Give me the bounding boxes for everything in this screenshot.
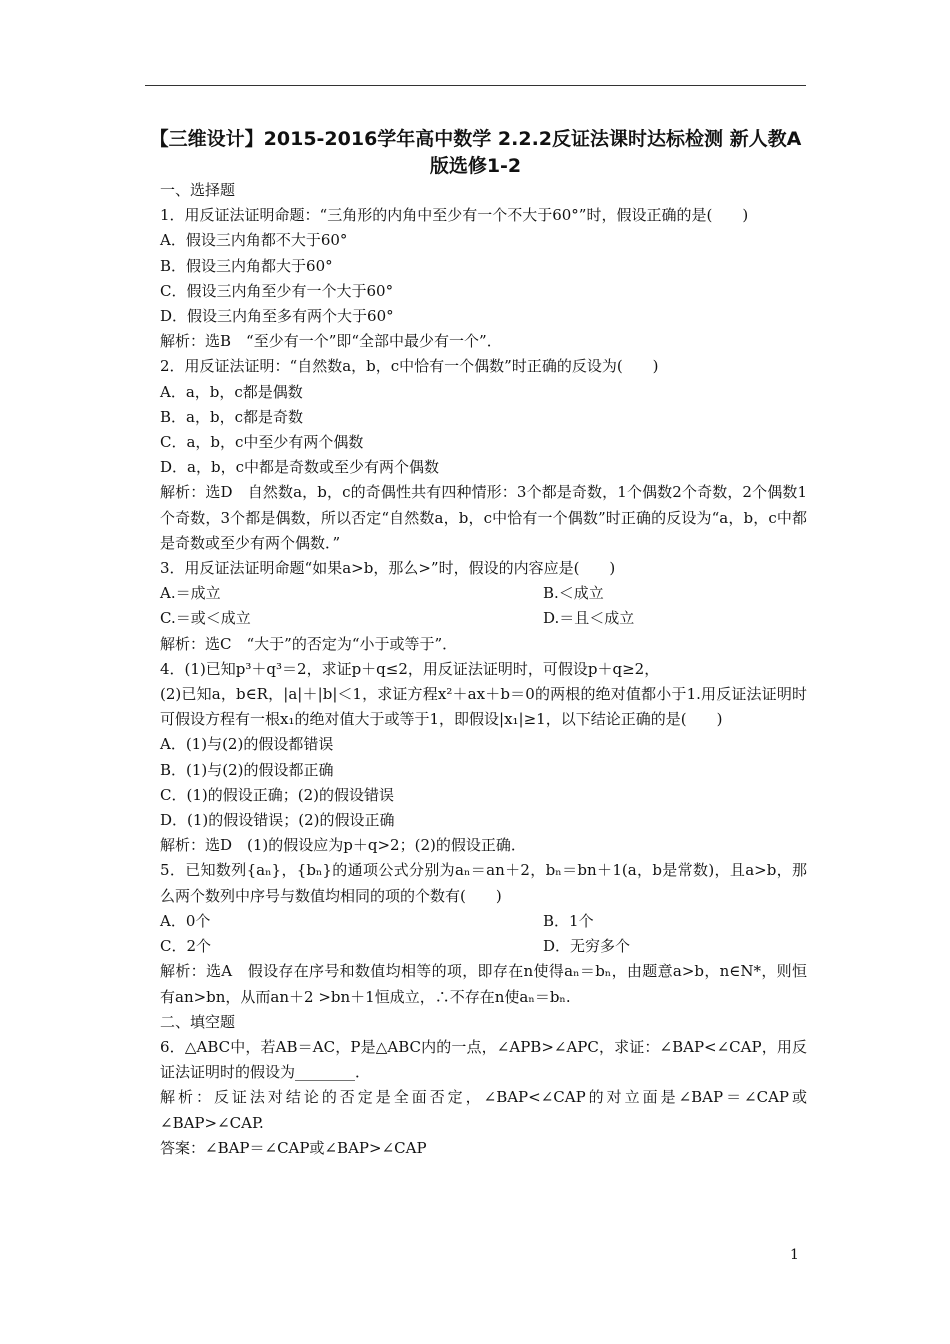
question-2-option-a: A．a，b，c都是偶数 (160, 382, 303, 401)
question-5-option-c: C．2个 (160, 937, 212, 956)
question-1-stem: 1．用反证法证明命题：“三角形的内角中至少有一个不大于60°”时，假设正确的是( ) (160, 206, 749, 225)
question-3-option-c: C.＝或＜成立 (160, 609, 251, 628)
question-3-stem: 3．用反证法证明命题“如果a>b，那么>”时，假设的内容应是( ) (160, 559, 616, 578)
document-body (145, 178, 807, 1161)
section-heading-fill: 二、填空题 (160, 1012, 236, 1031)
question-4-option-c: C．(1)的假设正确；(2)的假设错误 (160, 785, 394, 804)
question-3-solution: 解析：选C “大于”的否定为“小于或等于”． (160, 634, 458, 653)
question-4-option-a: A．(1)与(2)的假设都错误 (160, 735, 334, 754)
question-4-part-2: (2)已知a，b∈R，|a|＋|b|＜1，求证方程x²＋ax＋b＝0的两根的绝对值都小于1.用反证法证明时可假设方程有一根x₁的绝对值大于或等于1，即假设|x₁|≥1，以下结论正确的是( ) (160, 685, 807, 729)
question-3-options-row-1 (145, 581, 807, 606)
question-4-part-1: 4．(1)已知p³＋q³＝2，求证p＋q≤2，用反证法证明时，可假设p＋q≥2， (160, 659, 660, 678)
question-2-option-d: D．a，b，c中都是奇数或至少有两个偶数 (160, 458, 439, 477)
question-5-stem: 5．已知数列{aₙ}，{bₙ}的通项公式分别为aₙ＝an＋2，bₙ＝bn＋1(a，b是常数)，且a>b，那么两个数列中序号与数值均相同的项的个数有( ) (160, 861, 807, 905)
question-1-option-b: B．假设三内角都大于60° (160, 256, 333, 275)
question-3-option-a: A.＝成立 (160, 584, 221, 603)
question-2-solution: 解析：选D 自然数a，b，c的奇偶性共有四种情形：3个都是奇数，1个偶数2个奇数，2个偶数1个奇数，3个都是偶数，所以否定“自然数a，b，c中恰有一个偶数”时正确的反设为“a，b，c中都是奇数或至少有两个偶数．” (160, 483, 807, 552)
question-4-solution: 解析：选D (1)的假设应为p＋q>2；(2)的假设正确． (160, 836, 526, 855)
question-4-option-d: D．(1)的假设错误；(2)的假设正确 (160, 811, 395, 830)
header-rule (145, 85, 806, 86)
question-2-option-c: C．a，b，c中至少有两个偶数 (160, 433, 364, 452)
question-3-options-row-2 (145, 606, 807, 631)
page-number: 1 (790, 1247, 799, 1263)
question-5-options-row-2 (145, 934, 807, 959)
question-1-solution: 解析：选B “至少有一个”即“全部中最少有一个”． (160, 332, 502, 351)
question-6-answer: 答案：∠BAP＝∠CAP或∠BAP>∠CAP (160, 1138, 427, 1157)
section-heading-choice: 一、选择题 (160, 181, 236, 199)
question-2-option-b: B．a，b，c都是奇数 (160, 407, 303, 426)
question-4-option-b: B．(1)与(2)的假设都正确 (160, 760, 334, 779)
question-3-option-b: B.＜成立 (543, 584, 604, 603)
question-5-option-a: A．0个 (160, 911, 211, 930)
question-6-stem: 6．△ABC中，若AB＝AC，P是△ABC内的一点，∠APB>∠APC，求证：∠BAP<∠CAP，用反证法证明时的假设为________． (160, 1037, 807, 1082)
question-1-option-d: D．假设三内角至多有两个大于60° (160, 307, 394, 326)
document-title: 【三维设计】2015-2016学年高中数学 2.2.2反证法课时达标检测 新人教A版选修1-2 (149, 128, 802, 177)
question-3-option-d: D.＝且＜成立 (543, 609, 635, 628)
question-1-option-c: C．假设三内角至少有一个大于60° (160, 281, 394, 300)
question-2-stem: 2．用反证法证明：“自然数a，b，c中恰有一个偶数”时正确的反设为( ) (160, 357, 659, 376)
question-5-options-row-1 (145, 909, 807, 934)
question-1-option-a: A．假设三内角都不大于60° (160, 231, 348, 250)
question-5-option-d: D．无穷多个 (543, 937, 631, 956)
question-5-option-b: B．1个 (543, 911, 594, 930)
question-5-solution: 解析：选A 假设存在序号和数值均相等的项，即存在n使得aₙ＝bₙ，由题意a>b，n∈N*，则恒有an>bn，从而an＋2 >bn＋1恒成立，∴不存在n使aₙ＝bₙ. (160, 962, 807, 1006)
question-6-solution: 解析：反证法对结论的否定是全面否定，∠BAP<∠CAP的对立面是∠BAP＝∠CAP或∠BAP>∠CAP. (160, 1088, 807, 1132)
